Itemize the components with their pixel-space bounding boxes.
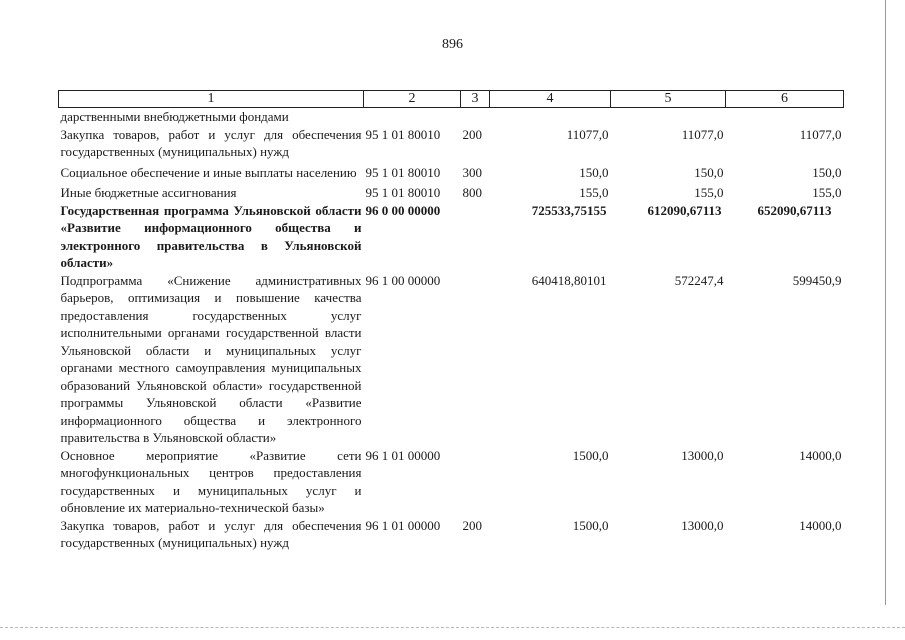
row-amount-1: 1500,0 (572, 517, 609, 533)
budget-table (58, 90, 844, 552)
row-vr (461, 272, 490, 447)
row-amount-1: 11077,0 (566, 126, 609, 142)
row-vr: 200 (462, 126, 482, 142)
page-edge-rule (885, 0, 886, 605)
row-vr (461, 447, 490, 517)
row-name: Закупка товаров, работ и услуг для обеспечения государственных (муниципальных) нужд (60, 126, 362, 159)
page-number: 896 (442, 37, 463, 52)
row-name: Социальное обеспечение и иные выплаты населению (60, 164, 357, 180)
table-row (59, 184, 844, 202)
row-vr: 200 (462, 517, 482, 533)
table-header-row (59, 91, 844, 108)
row-amount-2: 155,0 (694, 185, 724, 200)
row-amount-2: 13000,0 (681, 447, 724, 463)
header-col-3: 3 (461, 91, 490, 108)
row-vr: 800 (462, 185, 482, 200)
table-row (59, 108, 844, 126)
row-csr: 96 1 01 00000 (365, 447, 441, 463)
row-amount-3: 14000,0 (799, 517, 842, 533)
row-name: Подпрограмма «Снижение административных барьеров, оптимизация и повышение качества предоставления государственных услуг исполнительными органами государственной власти Ульяновской области и муниципальных услуг органами местного самоуправления муниципальных образований Ульяновской области» государственной программы Ульяновской области «Развитие информационного общества и электронного правительства в Ульяновской области» (60, 272, 362, 445)
header-col-2: 2 (364, 91, 461, 108)
row-amount-1: 725533,75155 (531, 202, 607, 218)
row-amount-3: 11077,0 (799, 126, 842, 142)
row-amount-3: 155,0 (812, 185, 842, 200)
header-col-1: 1 (59, 91, 364, 108)
row-amount-3: 150,0 (812, 164, 842, 180)
row-name: Государственная программа Ульяновской области «Развитие информационного общества и электронного правительства в Ульяновской области» (60, 202, 362, 270)
row-amount-1: 155,0 (579, 185, 609, 200)
row-amount-3: 652090,67113 (757, 202, 832, 218)
row-amount-2: 150,0 (694, 164, 724, 180)
row-amount-3: 14000,0 (799, 447, 842, 463)
row-vr (461, 202, 490, 272)
table-row (59, 272, 844, 447)
table-row (59, 517, 844, 552)
row-amount-1: 1500,0 (572, 447, 609, 463)
row-csr: 96 1 01 00000 (365, 517, 441, 533)
header-col-5: 5 (611, 91, 726, 108)
row-name: Основное мероприятие «Развитие сети многофункциональных центров предоставления государственных и муниципальных услуг и обновление их материально-технической базы» (60, 447, 362, 515)
row-amount-2: 13000,0 (681, 517, 724, 533)
row-amount-1: 150,0 (579, 164, 609, 180)
header-col-4: 4 (490, 91, 611, 108)
row-amount-2: 612090,67113 (647, 202, 722, 218)
row-name: дарственными внебюджетными фондами (60, 109, 289, 124)
table-row (59, 164, 844, 185)
row-amount-2 (611, 108, 726, 126)
row-csr: 95 1 01 80010 (365, 185, 441, 200)
row-amount-2: 572247,4 (674, 272, 724, 288)
header-col-6: 6 (726, 91, 844, 108)
row-csr: 96 0 00 00000 (365, 202, 441, 218)
row-vr: 300 (462, 164, 482, 180)
scan-bottom-edge (0, 627, 905, 628)
row-amount-1 (490, 108, 611, 126)
row-vr (461, 108, 490, 126)
row-csr: 96 1 00 00000 (365, 272, 441, 288)
row-amount-3: 599450,9 (792, 272, 842, 288)
table-row (59, 447, 844, 517)
row-amount-3 (726, 108, 844, 126)
row-csr: 95 1 01 80010 (365, 126, 441, 142)
row-name: Иные бюджетные ассигнования (60, 185, 237, 200)
row-amount-2: 11077,0 (681, 126, 724, 142)
row-csr (364, 108, 461, 126)
row-name: Закупка товаров, работ и услуг для обеспечения государственных (муниципальных) нужд (60, 517, 362, 550)
row-amount-1: 640418,80101 (531, 272, 607, 288)
table-row-program (59, 202, 844, 272)
table-row (59, 126, 844, 164)
row-csr: 95 1 01 80010 (365, 164, 441, 180)
